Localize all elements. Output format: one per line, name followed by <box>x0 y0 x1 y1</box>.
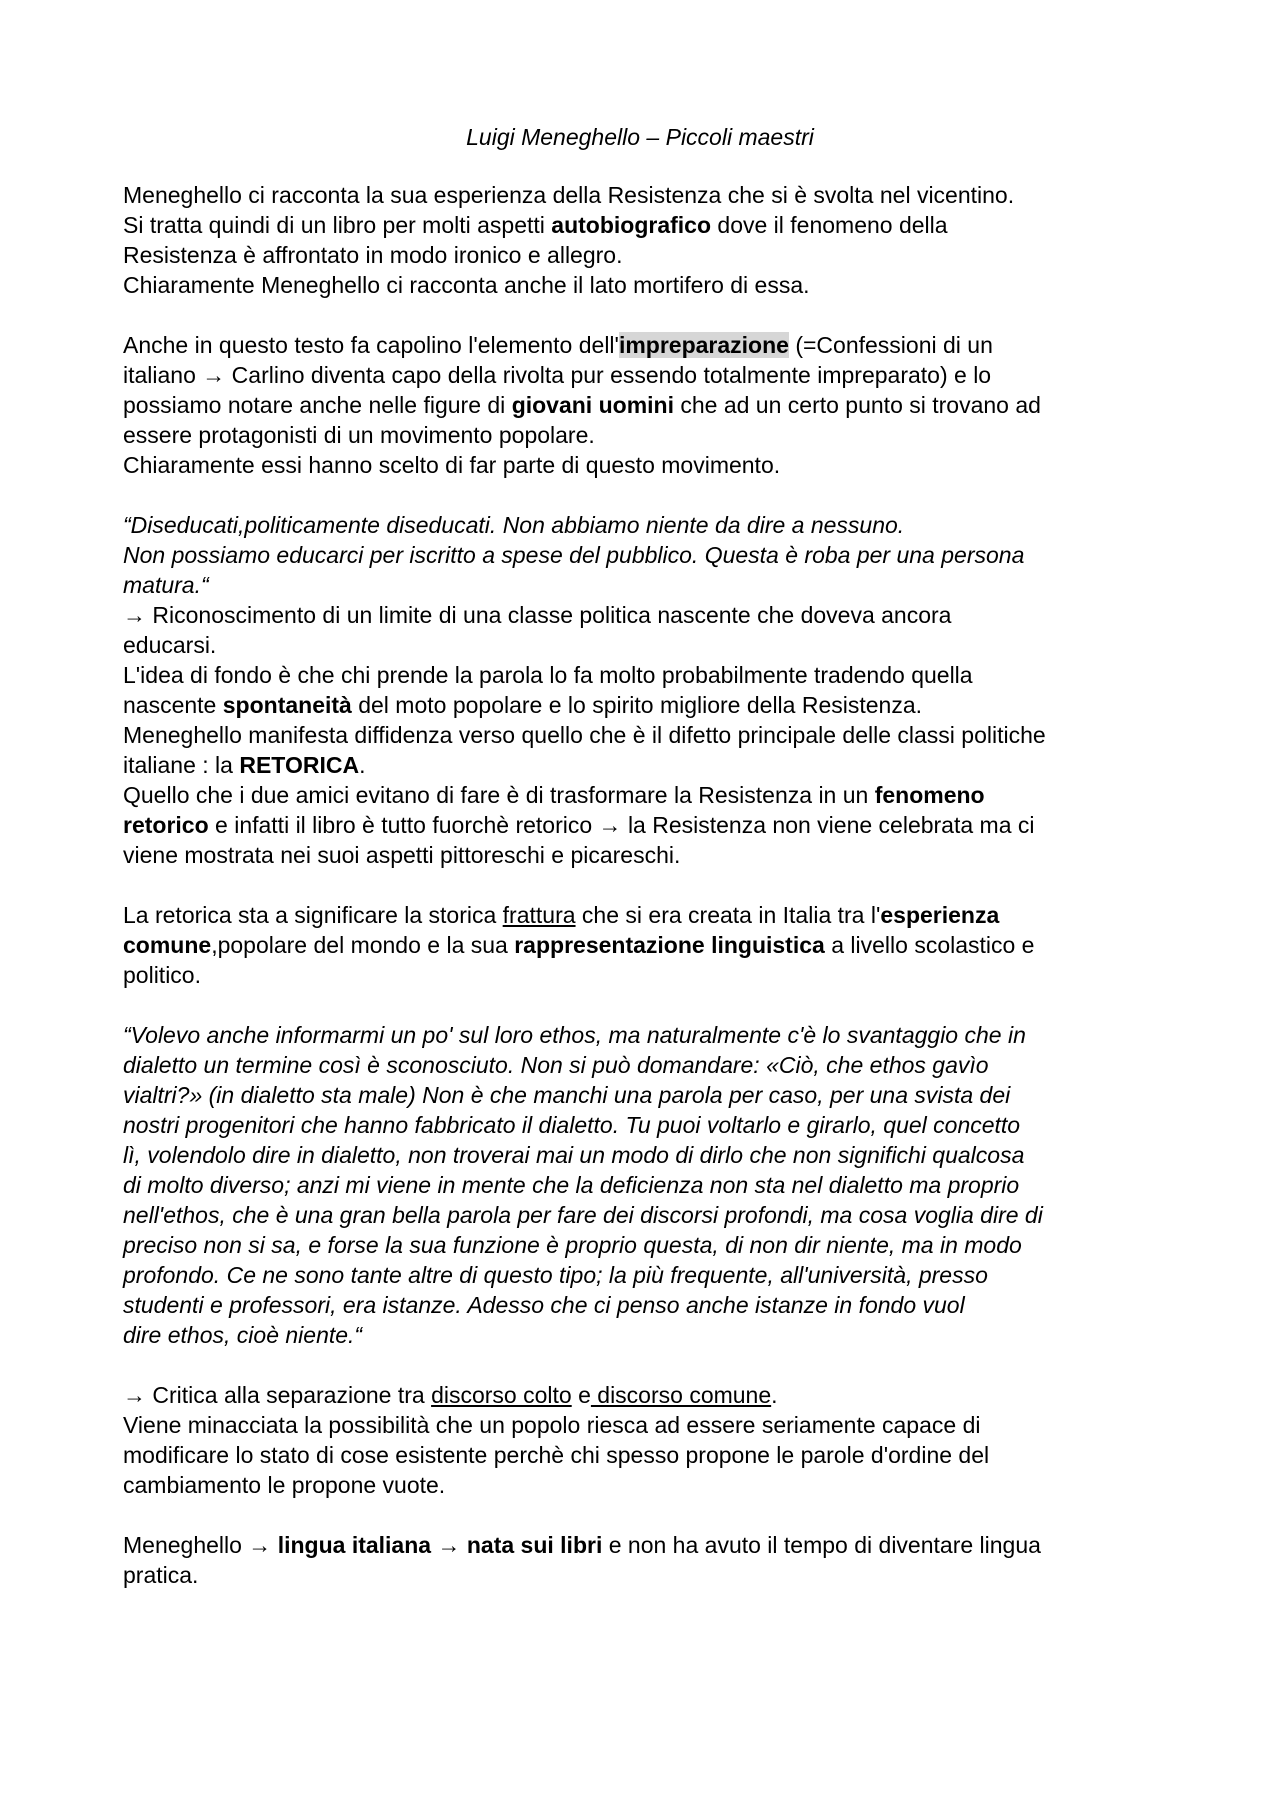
text-run: Si tratta quindi di un libro per molti aspetti <box>123 212 552 238</box>
text-line <box>123 210 1183 240</box>
quote-line: vialtri?» (in dialetto sta male) Non è che manchi una parola per caso, per una svista dei <box>123 1082 1011 1108</box>
bold-term: autobiografico <box>551 212 712 238</box>
paragraph-ethos-quote <box>123 1020 1183 1350</box>
quote-line: nell'ethos, che è una gran bella parola per fare dei discorsi profondi, ma cosa voglia dire di <box>123 1202 1043 1228</box>
text-line: → Riconoscimento di un limite di una classe politica nascente che doveva ancora <box>123 602 952 628</box>
text-line: viene mostrata nei suoi aspetti pittoreschi e picareschi. <box>123 842 681 868</box>
paragraph-critica <box>123 1380 1183 1500</box>
bold-term: comune <box>123 932 212 958</box>
bold-term: RETORICA <box>239 752 360 778</box>
text-line: Chiaramente essi hanno scelto di far parte di questo movimento. <box>123 452 781 478</box>
quote-line: Non possiamo educarci per iscritto a spese del pubblico. Questa è roba per una persona <box>123 542 1025 568</box>
text-run: del moto popolare e lo spirito migliore della Resistenza. <box>351 692 923 718</box>
text-line: Meneghello manifesta diffidenza verso quello che è il difetto principale delle classi politiche <box>123 722 1046 748</box>
paragraph-frattura <box>123 900 1183 990</box>
bold-term: spontaneità <box>222 692 352 718</box>
text-line <box>123 1380 1183 1410</box>
text-run: italiane : la <box>123 752 240 778</box>
text-line <box>123 780 1183 810</box>
bold-term: rappresentazione linguistica <box>514 932 825 958</box>
bold-term: lingua italiana <box>277 1532 432 1558</box>
quote-line: studenti e professori, era istanze. Adesso che ci penso anche istanze in fondo vuol <box>123 1292 965 1318</box>
text-line <box>123 930 1183 960</box>
text-line: Viene minacciata la possibilità che un popolo riesca ad essere seriamente capace di <box>123 1412 981 1438</box>
text-line: politico. <box>123 962 201 988</box>
text-line: L'idea di fondo è che chi prende la parola lo fa molto probabilmente tradendo quella <box>123 662 973 688</box>
text-line <box>123 690 1183 720</box>
text-line: educarsi. <box>123 632 217 658</box>
text-line <box>123 1530 1183 1560</box>
text-line <box>123 330 1183 360</box>
quote-line: profondo. Ce ne sono tante altre di questo tipo; la più frequente, all'università, presso <box>123 1262 988 1288</box>
bold-term: nata sui libri <box>466 1532 603 1558</box>
quote-line: dialetto un termine così è sconosciuto. Non si può domandare: «Ciò, che ethos gavìo <box>123 1052 989 1078</box>
paragraph-gap <box>123 1350 1183 1380</box>
text-run: → Critica alla separazione tra <box>123 1382 432 1408</box>
text-run: che ad un certo punto si trovano ad <box>673 392 1041 418</box>
text-run: . <box>359 752 366 778</box>
text-run: Meneghello → <box>123 1532 278 1558</box>
paragraph-retorica <box>123 510 1183 870</box>
paragraph-intro <box>123 180 1183 300</box>
text-run: Anche in questo testo fa capolino l'elemento dell' <box>123 332 619 358</box>
document-title: Luigi Meneghello – Piccoli maestri <box>466 124 814 150</box>
bold-term: retorico <box>123 812 209 838</box>
text-run: che si era creata in Italia tra l' <box>575 902 881 928</box>
underlined-term: frattura <box>502 902 576 928</box>
quote-line: nostri progenitori che hanno fabbricato il dialetto. Tu puoi voltarlo e girarlo, quel concetto <box>123 1112 1021 1138</box>
text-run: (=Confessioni di un <box>788 332 993 358</box>
text-line: pratica. <box>123 1562 199 1588</box>
text-line <box>123 900 1183 930</box>
text-run: → <box>431 1532 467 1558</box>
text-line: modificare lo stato di cose esistente perchè chi spesso propone le parole d'ordine del <box>123 1442 990 1468</box>
bold-term: esperienza <box>880 902 1000 928</box>
text-line: cambiamento le propone vuote. <box>123 1472 446 1498</box>
text-line <box>123 810 1183 840</box>
paragraph-gap <box>123 870 1183 900</box>
text-run: nascente <box>123 692 223 718</box>
text-run: Quello che i due amici evitano di fare è di trasformare la Resistenza in un <box>123 782 875 808</box>
paragraph-gap <box>123 1500 1183 1530</box>
quote-line: “Diseducati,politicamente diseducati. Non abbiamo niente da dire a nessuno. <box>123 512 905 538</box>
text-run: e infatti il libro è tutto fuorchè retorico → la Resistenza non viene celebrata ma ci <box>208 812 1035 838</box>
paragraph-gap <box>123 300 1183 330</box>
underlined-term: discorso colto <box>431 1382 572 1408</box>
text-line: essere protagonisti di un movimento popolare. <box>123 422 595 448</box>
quote-line: “Volevo anche informarmi un po' sul loro ethos, ma naturalmente c'è lo svantaggio che in <box>123 1022 1026 1048</box>
text-run: e non ha avuto il tempo di diventare lingua <box>602 1532 1041 1558</box>
quote-line: dire ethos, cioè niente.“ <box>123 1322 363 1348</box>
text-line: Chiaramente Meneghello ci racconta anche il lato mortifero di essa. <box>123 272 810 298</box>
text-run: . <box>771 1382 778 1408</box>
text-line: Meneghello ci racconta la sua esperienza della Resistenza che si è svolta nel vicentino. <box>123 182 1015 208</box>
quote-line: lì, volendolo dire in dialetto, non troverai mai un modo di dirlo che non significhi qualcosa <box>123 1142 1025 1168</box>
text-run: possiamo notare anche nelle figure di <box>123 392 512 418</box>
quote-line: preciso non si sa, e forse la sua funzione è proprio questa, di non dir niente, ma in modo <box>123 1232 1022 1258</box>
paragraph-gap <box>123 480 1183 510</box>
quote-line: matura.“ <box>123 572 209 598</box>
paragraph-gap <box>123 990 1183 1020</box>
text-line <box>123 750 1183 780</box>
text-run: e <box>571 1382 591 1408</box>
underlined-term: discorso comune <box>590 1382 772 1408</box>
text-line: italiano → Carlino diventa capo della rivolta pur essendo totalmente impreparato) e lo <box>123 362 992 388</box>
text-line: Resistenza è affrontato in modo ironico e allegro. <box>123 242 623 268</box>
highlighted-term: impreparazione <box>618 332 789 358</box>
text-run: a livello scolastico e <box>824 932 1035 958</box>
quote-line: di molto diverso; anzi mi viene in mente che la deficienza non sta nel dialetto ma proprio <box>123 1172 1020 1198</box>
paragraph-lingua <box>123 1530 1183 1590</box>
document-body <box>123 180 1183 1590</box>
paragraph-impreparazione <box>123 330 1183 480</box>
bold-term: giovani uomini <box>511 392 674 418</box>
bold-term: fenomeno <box>874 782 985 808</box>
text-run: dove il fenomeno della <box>711 212 948 238</box>
text-line <box>123 390 1183 420</box>
text-run: ,popolare del mondo e la sua <box>211 932 515 958</box>
text-run: La retorica sta a significare la storica <box>123 902 503 928</box>
